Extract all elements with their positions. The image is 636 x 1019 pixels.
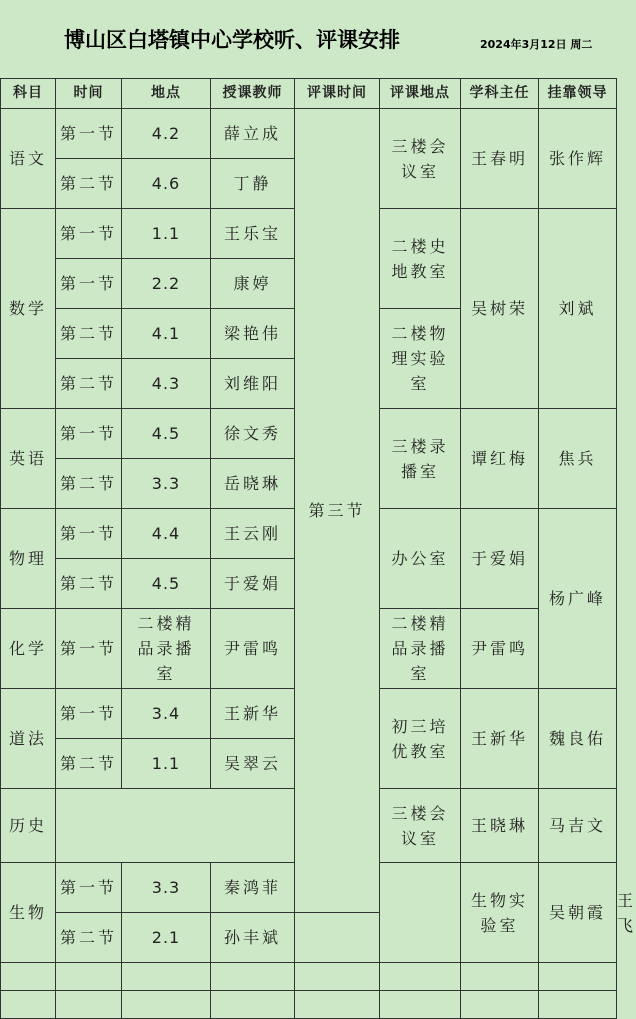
time-cell: 第二节 xyxy=(56,739,122,789)
director-cell: 谭红梅 xyxy=(461,409,539,509)
time-cell: 第二节 xyxy=(56,559,122,609)
teacher-cell: 秦鸿菲 xyxy=(211,863,295,913)
place-cell: 4.5 xyxy=(122,559,211,609)
subject-cell: 化学 xyxy=(1,609,56,689)
teacher-cell: 梁艳伟 xyxy=(211,309,295,359)
teacher-cell: 薛立成 xyxy=(211,109,295,159)
time-cell: 第二节 xyxy=(56,309,122,359)
empty-cell xyxy=(380,991,461,1019)
leader-cell: 马吉文 xyxy=(539,789,617,863)
director-cell: 王春明 xyxy=(461,109,539,209)
table-row xyxy=(1,109,617,159)
place-cell xyxy=(122,609,211,689)
time-cell: 第一节 xyxy=(56,409,122,459)
time-cell: 第一节 xyxy=(56,689,122,739)
header-cell: 时间 xyxy=(56,79,122,109)
place-cell: 4.3 xyxy=(122,359,211,409)
empty-cell xyxy=(539,991,617,1019)
place-text: 二楼精品录播室 xyxy=(137,614,195,683)
place-cell: 4.5 xyxy=(122,409,211,459)
subject-cell: 生物 xyxy=(1,863,56,963)
empty-cell xyxy=(56,789,295,863)
place-cell: 4.2 xyxy=(122,109,211,159)
empty-row xyxy=(1,963,617,991)
review-room-cell xyxy=(380,409,461,509)
director-cell: 于爱娟 xyxy=(461,509,539,609)
teacher-cell: 于爱娟 xyxy=(211,559,295,609)
time-cell: 第二节 xyxy=(56,359,122,409)
empty-cell xyxy=(295,963,380,991)
time-cell: 第二节 xyxy=(56,459,122,509)
director-cell: 吴朝霞 xyxy=(539,863,617,963)
review-room-text: 三楼会议室 xyxy=(391,803,449,848)
review-room-text: 初三培优教室 xyxy=(391,716,449,761)
teacher-cell: 王乐宝 xyxy=(211,209,295,259)
subject-cell: 语文 xyxy=(1,109,56,209)
empty-cell xyxy=(56,991,122,1019)
teacher-cell: 王云刚 xyxy=(211,509,295,559)
time-cell: 第一节 xyxy=(56,109,122,159)
empty-cell xyxy=(211,991,295,1019)
time-cell: 第一节 xyxy=(56,259,122,309)
time-cell: 第二节 xyxy=(56,913,122,963)
empty-cell xyxy=(295,991,380,1019)
header-cell: 授课教师 xyxy=(211,79,295,109)
time-cell: 第一节 xyxy=(56,609,122,689)
place-cell: 3.4 xyxy=(122,689,211,739)
teacher-cell: 丁静 xyxy=(211,159,295,209)
subject-cell: 物理 xyxy=(1,509,56,609)
teacher-cell: 尹雷鸣 xyxy=(211,609,295,689)
place-cell: 3.3 xyxy=(122,863,211,913)
place-cell: 1.1 xyxy=(122,739,211,789)
review-room-cell xyxy=(380,609,461,689)
empty-cell xyxy=(122,991,211,1019)
subject-cell: 道法 xyxy=(1,689,56,789)
empty-cell xyxy=(380,963,461,991)
teacher-cell: 刘维阳 xyxy=(211,359,295,409)
place-cell: 4.4 xyxy=(122,509,211,559)
director-cell: 尹雷鸣 xyxy=(461,609,539,689)
teacher-cell: 王新华 xyxy=(211,689,295,739)
teacher-cell: 吴翠云 xyxy=(211,739,295,789)
review-room-cell xyxy=(461,863,539,963)
review-room-text: 二楼精品录播室 xyxy=(391,614,449,683)
place-cell: 3.3 xyxy=(122,459,211,509)
place-cell: 2.2 xyxy=(122,259,211,309)
review-room-text: 办公室 xyxy=(391,549,449,568)
review-room-cell xyxy=(380,789,461,863)
table-row: 生物 第一节 3.3 秦鸿菲 生物实验室 吴朝霞 王飞 xyxy=(1,863,617,913)
review-room-text: 生物实验室 xyxy=(470,890,528,935)
director-cell: 王新华 xyxy=(461,689,539,789)
subject-cell: 历史 xyxy=(1,789,56,863)
empty-cell xyxy=(461,991,539,1019)
empty-cell xyxy=(461,963,539,991)
leader-cell: 魏良佑 xyxy=(539,689,617,789)
leader-cell: 焦兵 xyxy=(539,409,617,509)
header-cell: 评课地点 xyxy=(380,79,461,109)
header-cell: 学科主任 xyxy=(461,79,539,109)
review-room-text: 三楼会议室 xyxy=(391,136,449,181)
empty-cell xyxy=(539,963,617,991)
review-room-cell xyxy=(380,109,461,209)
time-cell: 第一节 xyxy=(56,509,122,559)
page-title: 博山区白塔镇中心学校听、评课安排 xyxy=(64,27,400,52)
leader-cell: 刘斌 xyxy=(539,209,617,409)
review-time-cell-empty xyxy=(380,863,461,963)
teacher-cell: 岳晓琳 xyxy=(211,459,295,509)
schedule-table xyxy=(0,78,636,1019)
header-cell: 挂靠领导 xyxy=(539,79,617,109)
title-bar xyxy=(0,0,616,78)
time-cell: 第一节 xyxy=(56,863,122,913)
review-time-cell: 第三节 xyxy=(295,109,380,913)
review-room-cell xyxy=(380,689,461,789)
director-cell: 吴树荣 xyxy=(461,209,539,409)
teacher-cell: 徐文秀 xyxy=(211,409,295,459)
subject-cell: 数学 xyxy=(1,209,56,409)
place-cell: 4.1 xyxy=(122,309,211,359)
place-cell: 4.6 xyxy=(122,159,211,209)
empty-cell xyxy=(56,963,122,991)
header-row xyxy=(1,79,617,109)
teacher-cell: 孙丰斌 xyxy=(211,913,295,963)
empty-cell xyxy=(211,963,295,991)
teacher-cell: 康婷 xyxy=(211,259,295,309)
empty-cell xyxy=(1,991,56,1019)
review-room-text: 二楼物理实验室 xyxy=(391,324,449,393)
header-cell: 评课时间 xyxy=(295,79,380,109)
empty-cell xyxy=(1,963,56,991)
review-room-cell xyxy=(380,309,461,409)
empty-cell xyxy=(122,963,211,991)
date-label: 2024年3月12日 周二 xyxy=(480,38,593,51)
place-cell: 1.1 xyxy=(122,209,211,259)
director-cell: 王晓琳 xyxy=(461,789,539,863)
review-room-cell xyxy=(380,509,461,609)
header-cell: 地点 xyxy=(122,79,211,109)
header-cell: 科目 xyxy=(1,79,56,109)
leader-cell: 杨广峰 xyxy=(539,509,617,689)
review-room-text: 三楼录播室 xyxy=(391,436,449,481)
leader-cell: 张作辉 xyxy=(539,109,617,209)
time-cell: 第一节 xyxy=(56,209,122,259)
review-room-cell xyxy=(380,209,461,309)
place-cell: 2.1 xyxy=(122,913,211,963)
empty-row xyxy=(1,991,617,1019)
time-cell: 第二节 xyxy=(56,159,122,209)
subject-cell: 英语 xyxy=(1,409,56,509)
review-room-text: 二楼史地教室 xyxy=(391,236,449,281)
